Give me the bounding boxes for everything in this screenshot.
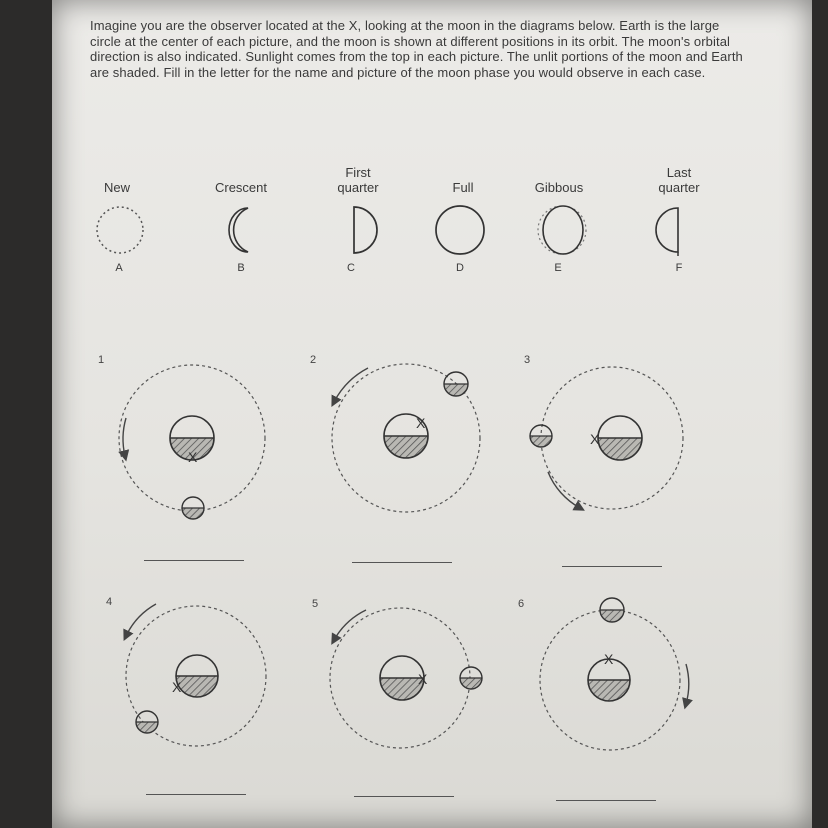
moon (530, 425, 552, 447)
orbit-direction-arrow (686, 664, 689, 704)
phase-letter-e: E (554, 262, 562, 274)
observer-marker-2: X (416, 415, 426, 431)
answer-line-1[interactable] (144, 560, 244, 561)
diagram-6 (540, 598, 689, 750)
instructions-text: Imagine you are the observer located at the X, looking at the moon in the diagrams below. Earth is the large circle at the center of each picture, and the moon is shown at different positions in its orbit. The moon's orbital direction is also indicated. Sunlight comes from the top in each picture. The unlit portions of the moon and Earth are shaded. Fill in the letter for the name and picture of the moon phase you would observe in each case. (90, 18, 743, 80)
moon (600, 598, 624, 622)
phase-label-first-quarter: First quarter (337, 165, 379, 195)
phase-letter-f: F (675, 262, 683, 274)
phase-letter-d: D (456, 262, 464, 274)
observer-marker-6: X (604, 651, 614, 667)
moon (444, 372, 468, 396)
phase-label-last-quarter: Last quarter (658, 165, 700, 195)
diagram-2 (332, 364, 480, 512)
diagram-number-3: 3 (524, 354, 531, 366)
observer-marker-5: X (418, 671, 428, 687)
phase-letter-a: A (115, 262, 123, 274)
diagram-number-2: 2 (310, 354, 317, 366)
diagram-number-5: 5 (312, 598, 319, 610)
orbit-direction-arrow (126, 604, 156, 636)
diagram-number-1: 1 (98, 354, 105, 366)
diagram-3 (530, 367, 683, 509)
phase-letter-b: B (237, 262, 245, 274)
answer-line-4[interactable] (146, 794, 246, 795)
earth (176, 655, 218, 697)
earth (598, 416, 642, 460)
answer-line-6[interactable] (556, 800, 656, 801)
phase-label-full: Full (452, 180, 474, 195)
diagram-5 (330, 608, 482, 748)
observer-marker-1: X (188, 449, 198, 465)
orbit-direction-arrow (123, 418, 126, 456)
diagram-number-6: 6 (518, 598, 525, 610)
answer-line-5[interactable] (354, 796, 454, 797)
diagram-4 (126, 604, 266, 746)
orbit-direction-arrow (334, 368, 368, 402)
moon (136, 711, 158, 733)
observer-marker-3: X (590, 431, 600, 447)
diagram-number-4: 4 (106, 596, 113, 608)
phase-label-gibbous: Gibbous (534, 180, 584, 195)
observer-marker-4: X (172, 679, 182, 695)
answer-line-2[interactable] (352, 562, 452, 563)
phase-label-new: New (103, 180, 130, 195)
phase-label-crescent: Crescent (214, 180, 268, 195)
moon (182, 497, 204, 519)
diagram-1 (119, 365, 265, 519)
phase-letter-c: C (347, 262, 355, 274)
answer-line-3[interactable] (562, 566, 662, 567)
moon (460, 667, 482, 689)
orbit-direction-arrow (334, 610, 366, 640)
